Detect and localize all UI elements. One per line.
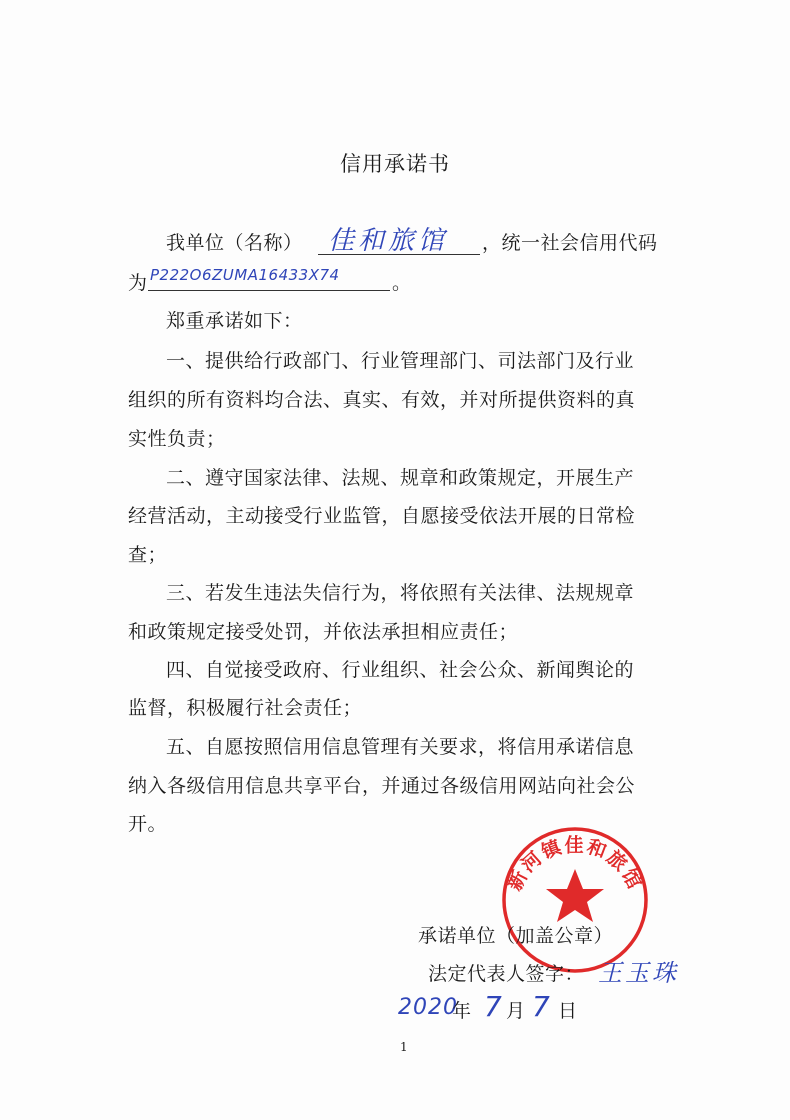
date-day-unit: 日 bbox=[558, 1000, 578, 1022]
item-2-line-2: 经营活动，主动接受行业监管，自愿接受依法开展的日常检 bbox=[128, 505, 636, 527]
date-year: 2020 bbox=[398, 995, 458, 1020]
seal-star-icon bbox=[546, 869, 604, 922]
commit-intro: 郑重承诺如下： bbox=[166, 310, 303, 332]
date-month-unit: 月 bbox=[506, 1000, 526, 1022]
item-3-line-2: 和政策规定接受处罚，并依法承担相应责任； bbox=[128, 621, 519, 643]
item-1-line-3: 实性负责； bbox=[128, 428, 226, 450]
code-prefix: 为 bbox=[128, 272, 148, 294]
credit-code-handwritten: P222O6ZUMA16433X74 bbox=[150, 266, 340, 284]
item-4-line-1: 四、自觉接受政府、行业组织、社会公众、新闻舆论的 bbox=[166, 659, 635, 681]
company-name-field bbox=[318, 226, 480, 255]
item-1-line-1: 一、提供给行政部门、行业管理部门、司法部门及行业 bbox=[166, 350, 635, 372]
item-1-line-2: 组织的所有资料均合法、真实、有效，并对所提供资料的真 bbox=[128, 389, 636, 411]
item-2-line-3: 查； bbox=[128, 544, 168, 566]
date-month: 7 bbox=[484, 990, 502, 1023]
unit-label: 承诺单位（加盖公章） bbox=[418, 925, 614, 947]
intro-prefix: 我单位（名称） bbox=[166, 232, 303, 254]
item-5-line-3: 开。 bbox=[128, 813, 168, 835]
company-name-handwritten: 佳和旅馆 bbox=[328, 226, 449, 256]
date-day: 7 bbox=[532, 990, 550, 1023]
code-suffix: 。 bbox=[392, 272, 412, 294]
item-3-line-1: 三、若发生违法失信行为，将依照有关法律、法规规章 bbox=[166, 582, 635, 604]
item-5-line-2: 纳入各级信用信息共享平台，并通过各级信用网站向社会公 bbox=[128, 775, 636, 797]
page-number: 1 bbox=[400, 1040, 408, 1054]
seal-text: 新河镇佳和旅馆 bbox=[503, 834, 647, 895]
rep-label: 法定代表人签字： bbox=[428, 963, 585, 985]
credit-code-field bbox=[148, 266, 390, 291]
date-year-unit: 年 bbox=[452, 1000, 472, 1022]
document-title: 信用承诺书 bbox=[340, 152, 450, 176]
intro-mid: ，统一社会信用代码 bbox=[482, 232, 658, 254]
item-5-line-1: 五、自愿按照信用信息管理有关要求，将信用承诺信息 bbox=[166, 736, 635, 758]
item-4-line-2: 监督，积极履行社会责任； bbox=[128, 697, 363, 719]
item-2-line-1: 二、遵守国家法律、法规、规章和政策规定，开展生产 bbox=[166, 467, 635, 489]
rep-signature: 王玉珠 bbox=[598, 959, 679, 987]
